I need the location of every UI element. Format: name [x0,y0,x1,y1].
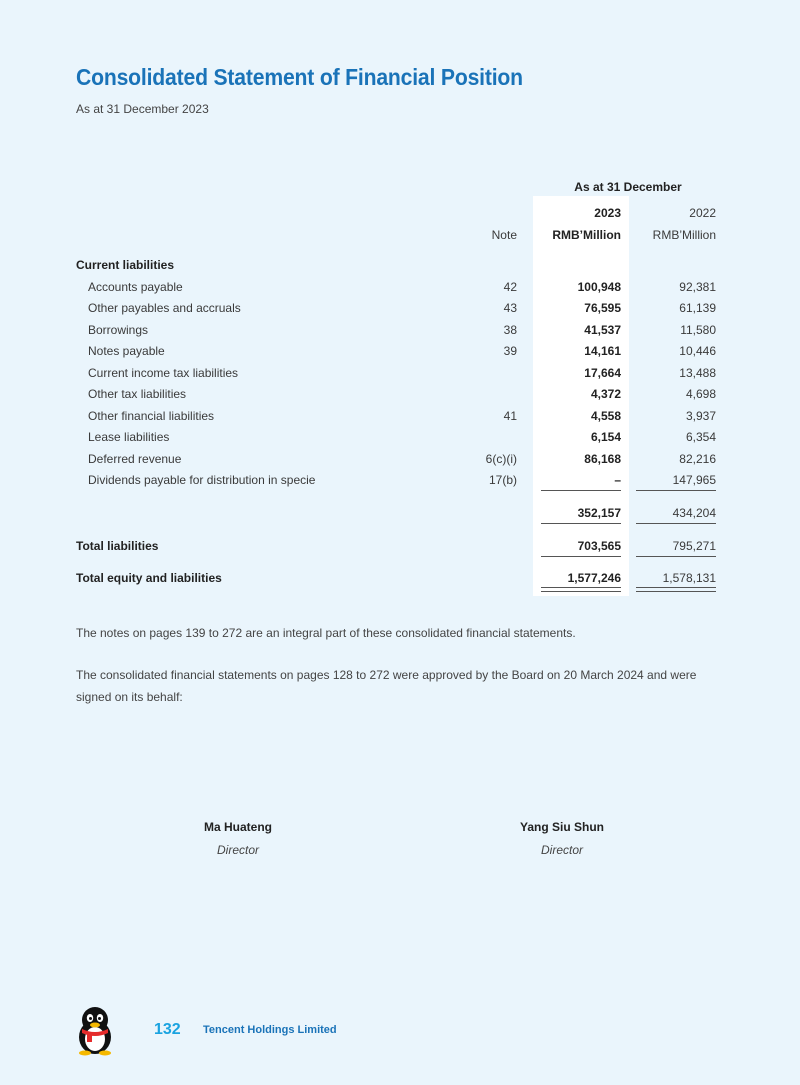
total-liabilities-2023: 703,565 [577,539,621,553]
row-label: Notes payable [88,344,165,358]
grand-total-double-rule-2023 [541,587,621,592]
row-value-2023: 41,537 [584,323,621,337]
row-value-2022: 4,698 [685,387,716,401]
page-number: 132 [154,1021,181,1038]
row-value-2023: 76,595 [584,301,621,315]
row-note: 42 [503,280,517,294]
signatory-1 [138,820,338,857]
total-equity-liabilities-label: Total equity and liabilities [76,571,222,585]
page-title: Consolidated Statement of Financial Position [76,64,523,90]
subtotal-bottom-rule-2022 [636,523,716,524]
subtotal-bottom-rule-2023 [541,523,621,524]
row-note: 17(b) [488,473,517,487]
signatory-role: Director [540,843,583,857]
note-header: Note [491,228,517,242]
row-value-2023: 17,664 [584,366,621,380]
row-label: Other payables and accruals [88,301,241,315]
row-note: 39 [503,344,517,358]
row-value-2022: 61,139 [679,301,716,315]
notes-paragraph-2: The consolidated financial statements on pages 128 to 272 were approved by the Board on 20 March 2024 and were signed on its behalf: [76,668,697,704]
row-label: Lease liabilities [88,430,170,444]
subtotal-value-2022: 434,204 [672,506,716,520]
row-note: 6(c)(i) [485,452,517,466]
row-value-2022: 82,216 [679,452,716,466]
row-value-2022: 10,446 [679,344,716,358]
subtotal-rule-2023 [541,490,621,491]
row-note: 38 [503,323,517,337]
row-value-2023: – [614,473,621,487]
total-equity-liabilities-2022: 1,578,131 [662,571,716,585]
row-label: Current income tax liabilities [88,366,239,380]
row-label: Other tax liabilities [88,387,187,401]
row-value-2023: 4,558 [590,409,621,423]
page-subtitle: As at 31 December 2023 [76,102,209,116]
penguin-icon [74,1006,116,1056]
signatory-role: Director [216,843,259,857]
notes-paragraph-1: The notes on pages 139 to 272 are an integral part of these consolidated financial statements. [76,626,576,640]
unit-current-header: RMB’Million [552,228,621,242]
total-rule-2022 [636,556,716,557]
total-liabilities-label: Total liabilities [76,539,159,553]
row-value-2023: 86,168 [584,452,621,466]
row-value-2022: 147,965 [672,473,716,487]
row-value-2023: 100,948 [577,280,621,294]
row-value-2022: 92,381 [679,280,716,294]
row-value-2022: 11,580 [680,323,716,337]
subtotal-rule-2022 [636,490,716,491]
section-current-liabilities: Current liabilities [76,258,175,272]
total-rule-2023 [541,556,621,557]
row-value-2022: 13,488 [679,366,716,380]
row-value-2023: 4,372 [590,387,621,401]
year-current-header: 2023 [594,206,621,220]
unit-prior-header: RMB’Million [652,228,716,242]
row-value-2022: 3,937 [685,409,716,423]
row-label: Accounts payable [88,280,183,294]
company-name: Tencent Holdings Limited [203,1024,337,1036]
year-prior-header: 2022 [689,206,716,220]
total-equity-liabilities-2023: 1,577,246 [567,571,621,585]
grand-total-double-rule-2022 [636,587,716,592]
group-header: As at 31 December [574,180,682,194]
total-liabilities-2022: 795,271 [672,539,716,553]
row-value-2023: 14,161 [584,344,621,358]
signatory-name: Ma Huateng [203,820,272,834]
row-value-2023: 6,154 [590,430,621,444]
row-note: 43 [503,301,517,315]
row-note: 41 [503,409,517,423]
row-label: Dividends payable for distribution in specie [88,473,316,487]
subtotal-value-2023: 352,157 [577,506,621,520]
row-label: Borrowings [88,323,149,337]
row-label: Other financial liabilities [88,409,215,423]
row-value-2022: 6,354 [685,430,716,444]
signatory-2 [462,820,662,857]
row-label: Deferred revenue [88,452,182,466]
signatory-name: Yang Siu Shun [519,820,604,834]
